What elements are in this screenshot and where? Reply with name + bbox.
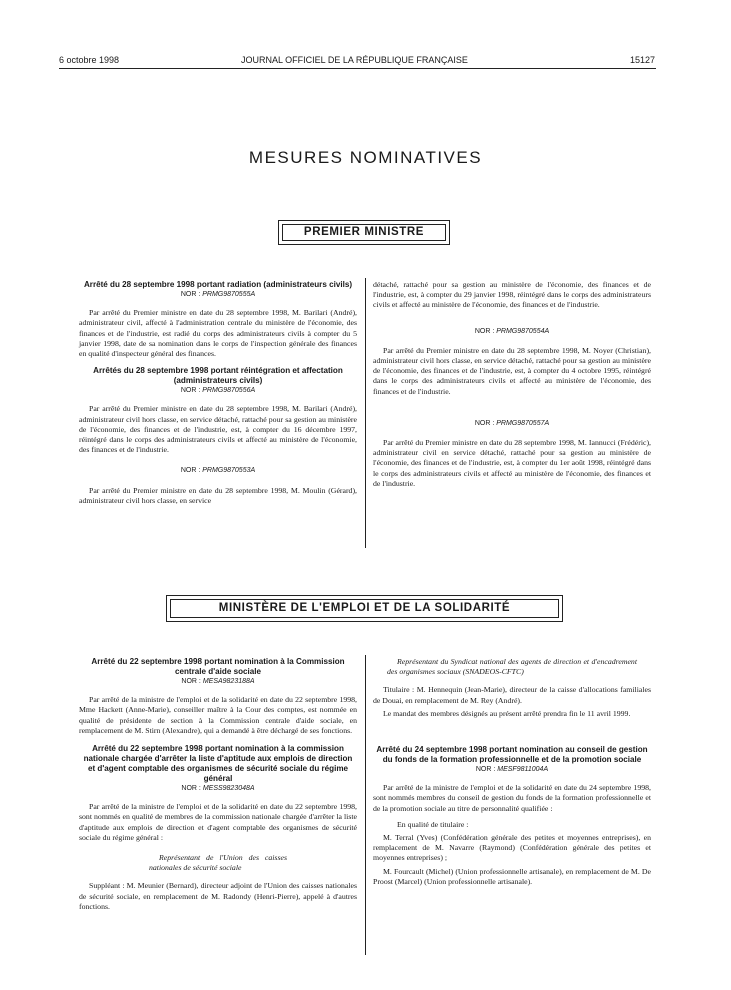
membre-item: M. Fourcault (Michel) (Union professionnelle artisanale), en remplacement de M. De Proost (Marcel) (Union professionnelle artisanale). — [373, 866, 651, 886]
mandat-text: Le mandat des membres désignés au présent arrêté prendra fin le 11 avril 1999. — [383, 708, 631, 718]
column-divider — [365, 278, 366, 548]
header-journal: JOURNAL OFFICIEL DE LA RÉPUBLIQUE FRANÇAISE — [241, 55, 468, 65]
main-title: MESURES NOMINATIVES — [248, 148, 483, 167]
nor-reference: NOR : MESA9823188A — [181, 678, 255, 685]
arrete-body: Par arrêté du Premier ministre en date du 28 septembre 1998, M. Barilari (André), administrateur civil, affecté à l'administration centrale du ministère de l'économie, des finances et de l'industrie, est radié du corps des administrateurs civils à compter du 5 janvier 1998, date de sa nomination dans le corps de l'inspection générale des finances en qualité d'inspecteur général des finances. — [79, 308, 357, 359]
nor-reference: NOR : PRMG9870556A — [180, 387, 256, 395]
titulaire-text: Titulaire : M. Hennequin (Jean-Marie), directeur de la caisse d'allocations familiales de Douai, en remplacement de M. Rey (André). — [373, 685, 651, 705]
arrete-title: Arrêtés du 28 septembre 1998 portant réintégration et affectation (administrateurs civils) — [93, 366, 343, 386]
membre-item: M. Terral (Yves) (Confédération générale des petites et moyennes entreprises), en remplacement de M. Navarre (Raymond) (Confédération générale des petites et moyennes entreprises) ; — [373, 833, 651, 863]
arrete-title: Arrêté du 24 septembre 1998 portant nomination au conseil de gestion du fonds de la formation professionnelle et de la promotion sociale — [376, 745, 648, 765]
arrete-body: Par arrêté du Premier ministre en date du 28 septembre 1998, M. Barilari (André), administrateur civil hors classe, en service détaché, rattaché pour sa gestion au ministère de l'économie, des finances et de l'industrie, est, à compter du 16 décembre 1997, réintégré dans le corps des administrateurs civils et affecté au ministère de l'économie, des finances et de l'industrie. — [79, 404, 357, 455]
nor-reference: NOR : PRMG9870553A — [180, 467, 256, 475]
emploi-left-column — [79, 657, 357, 912]
section-ministere-emploi: MINISTÈRE DE L'EMPLOI ET DE LA SOLIDARITÉ — [166, 595, 563, 622]
premier-left-column — [79, 280, 357, 506]
nor-reference: NOR : MESS9823048A — [181, 785, 255, 793]
nor-reference: NOR : MESF9811004A — [475, 766, 549, 774]
qualite-label: En qualité de titulaire : — [397, 819, 469, 829]
arrete-body: Par arrêté du Premier ministre en date du 28 septembre 1998, M. Moulin (Gérard), administrateur civil hors classe, en service — [79, 485, 357, 505]
arrete-body: Par arrêté de la ministre de l'emploi et de la solidarité en date du 24 septembre 1998, sont nommés membres du conseil de gestion du fonds de la formation professionnelle et de la promotion sociale au titre de personnalité qualifiée : — [373, 783, 651, 813]
suppleant-text: Suppléant : M. Meunier (Bernard), directeur adjoint de l'Union des caisses nationales de sécurité sociale, en remplacement de M. Radondy (Henri-Pierre), appelé à d'autres fonctions. — [79, 881, 357, 911]
section-premier-ministre: PREMIER MINISTRE — [278, 220, 450, 245]
emploi-right-column — [373, 657, 651, 887]
nor-reference: NOR : PRMG9870554A — [474, 327, 550, 335]
premier-right-column — [373, 280, 651, 489]
representant-label: Représentant du Syndicat national des agents de direction et d'encadrement des organismes sociaux (SNADEOS-CFTC) — [387, 657, 637, 677]
arrete-body: détaché, rattaché pour sa gestion au ministère de l'économie, des finances et de l'industrie, est, à compter du 29 janvier 1998, réintégré dans le corps des administrateurs civils et affecté au ministère de l'économie, des finances et de l'industrie. — [373, 280, 651, 310]
header-page-number: 15127 — [630, 55, 656, 65]
header-rule — [59, 68, 656, 69]
column-divider — [365, 655, 366, 955]
arrete-title: Arrêté du 22 septembre 1998 portant nomination à la commission nationale chargée d'arrêter la liste d'aptitude aux emplois de direction et d'agent comptable des organismes de sécurité sociale du régime général — [83, 744, 353, 784]
nor-reference: NOR : PRMG9870557A — [474, 419, 550, 427]
representant-label: Représentant de l'Union des caisses nationales de sécurité sociale — [149, 853, 287, 873]
arrete-title: Arrêté du 22 septembre 1998 portant nomination à la Commission centrale d'aide sociale — [91, 657, 345, 676]
arrete-body: Par arrêté de la ministre de l'emploi et de la solidarité en date du 22 septembre 1998, sont nommés en qualité de membres de la commission nationale chargée d'arrêter la liste d'aptitude aux emplois de direction et d'agent comptable des organismes de sécurité sociale du régime général : — [79, 802, 357, 842]
arrete-body: Par arrêté du Premier ministre en date du 28 septembre 1998, M. Noyer (Christian), administrateur civil hors classe, en service détaché, rattaché pour sa gestion au ministère de l'économie, des finances et de l'industrie, est, à compter du 4 octobre 1995, réintégré dans le corps des administrateurs civils et affecté au ministère de l'économie, des finances et de l'industrie. — [373, 345, 651, 396]
header-date: 6 octobre 1998 — [59, 55, 120, 65]
arrete-body: Par arrêté du Premier ministre en date du 28 septembre 1998, M. Iannucci (Frédéric), administrateur civil en service détaché, rattaché pour sa gestion au ministère de l'économie, des finances et de l'industrie, est, à compter du 1er août 1998, réintégré dans le corps des administrateurs civils et affecté au ministère de l'économie, des finances et de l'industrie. — [373, 438, 651, 488]
arrete-body: Par arrêté de la ministre de l'emploi et de la solidarité en date du 22 septembre 1998, Mme Hackett (Anne-Marie), conseiller maître à la Cour des comptes, est nommée en qualité de présidente de section à la Commission centrale d'aide sociale, en remplacement de M. Stirn (Alexandre), qui a demandé à être déchargé de ses fonctions. — [79, 695, 357, 735]
nor-reference: NOR : PRMG9870555A — [180, 291, 256, 298]
arrete-title: Arrêté du 28 septembre 1998 portant radiation (administrateurs civils) — [83, 280, 353, 289]
